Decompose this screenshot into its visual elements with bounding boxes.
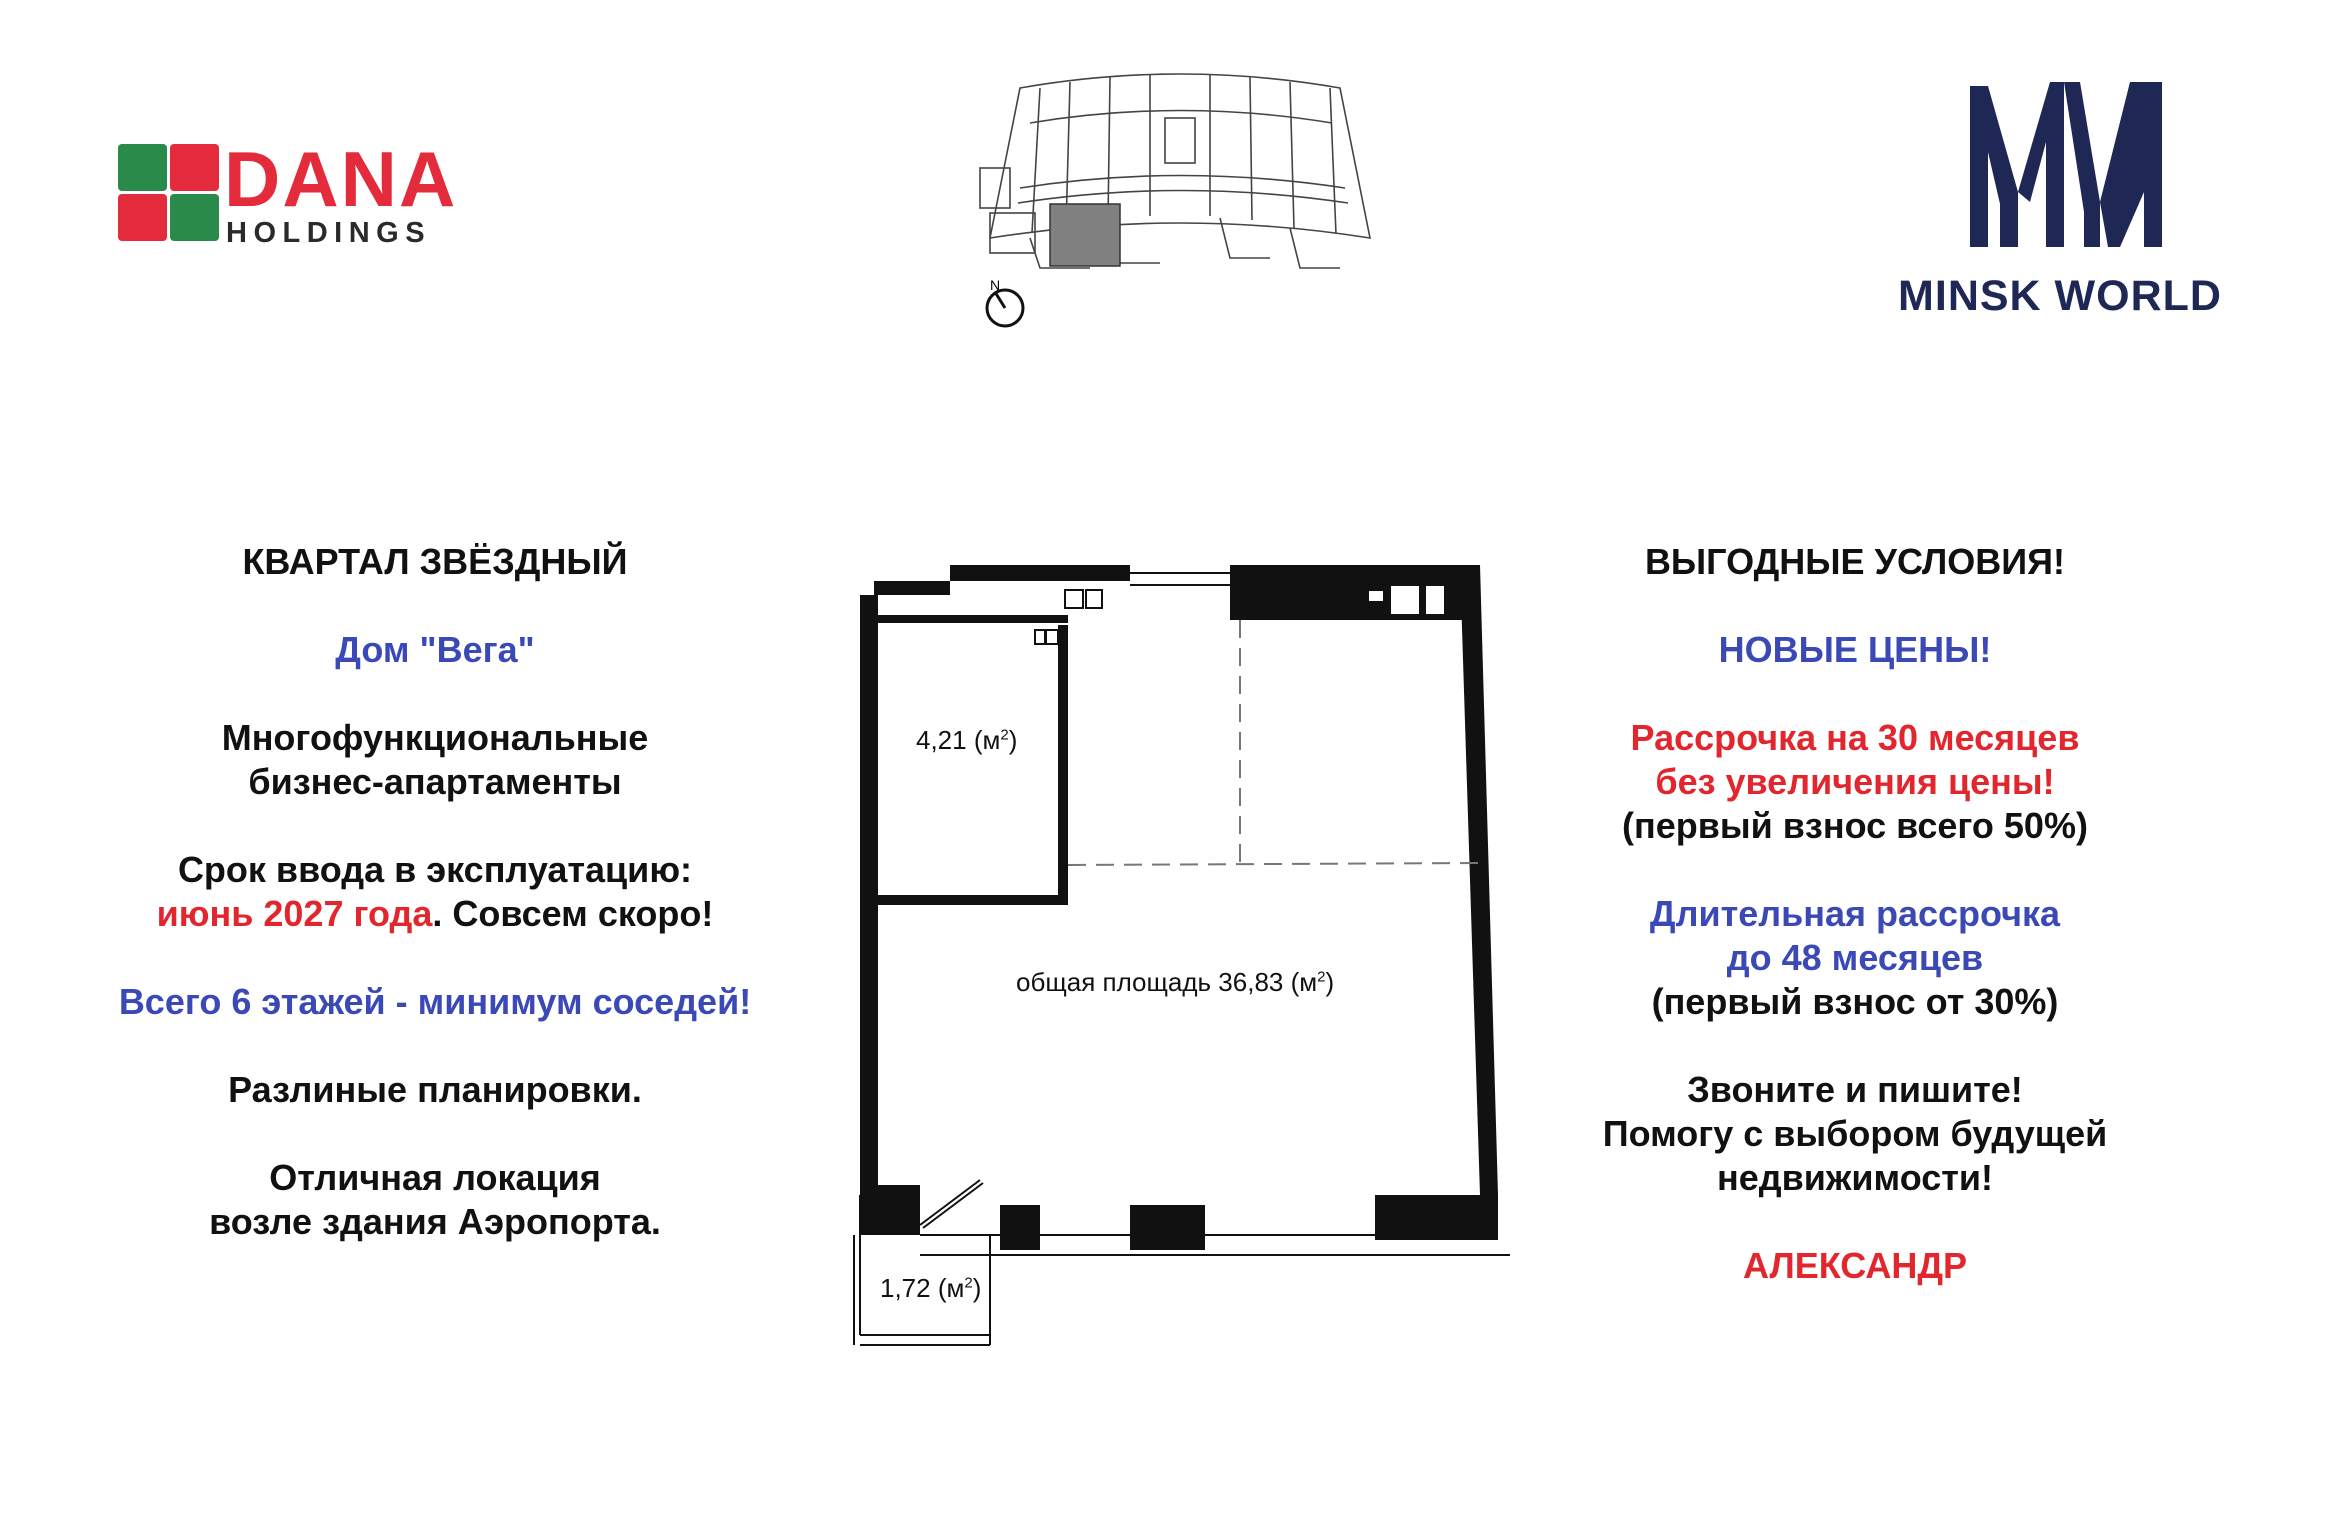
contact-line2: Помогу с выбором будущей xyxy=(1602,1113,2108,1154)
logo-minsk-world-text: MINSK WORLD xyxy=(1898,272,2222,320)
logo-square-red xyxy=(118,194,167,241)
right-info-column xyxy=(1550,540,2160,1288)
balcony-area-label: 1,72 $(м^2)$ xyxy=(880,1273,982,1303)
property-type-line2: бизнес-апартаменты xyxy=(248,761,622,802)
logo-holdings-text: HOLDINGS xyxy=(226,217,432,249)
long-installment-note: (первый взнос от 30%) xyxy=(1651,981,2059,1022)
contact-line1: Звоните и пишите! xyxy=(1687,1069,2023,1110)
north-label: N xyxy=(990,277,1001,293)
district-title: КВАРТАЛ ЗВЁЗДНЫЙ xyxy=(242,541,628,582)
mw-monogram-icon xyxy=(1880,72,2240,267)
floor-plan-drawing xyxy=(830,555,1530,1375)
logo-square-green xyxy=(170,194,219,241)
deadline-label: Срок ввода в эксплуатацию: xyxy=(177,849,693,890)
location-line1: Отличная локация xyxy=(269,1157,601,1198)
deadline-date: июнь 2027 года xyxy=(156,893,433,934)
house-name: Дом "Вега" xyxy=(335,629,535,670)
building-key-plan xyxy=(960,68,1400,338)
installment-line1: Рассрочка на 30 месяцев xyxy=(1630,717,2080,758)
logo-dana-text: DANA xyxy=(224,135,458,223)
bathroom-area-label: 4,21 $(м^2)$ xyxy=(916,725,1018,755)
logo-square-red xyxy=(170,144,219,191)
apartment-floor-plan xyxy=(830,555,1530,1375)
deadline-suffix: . Совсем скоро! xyxy=(432,893,714,934)
location-line2: возле здания Аэропорта. xyxy=(209,1201,661,1242)
installment-note: (первый взнос всего 50%) xyxy=(1622,805,2088,846)
contact-line3: недвижимости! xyxy=(1717,1157,1993,1198)
layouts-info: Разлиные планировки. xyxy=(228,1069,642,1110)
total-area-label: общая площадь 36,83 $(м^2)$ xyxy=(1016,967,1335,997)
floors-info: Всего 6 этажей - минимум соседей! xyxy=(118,981,752,1022)
deadline-line xyxy=(110,892,760,936)
logo-square-green xyxy=(118,144,167,191)
new-prices: НОВЫЕ ЦЕНЫ! xyxy=(1718,629,1992,670)
conditions-title: ВЫГОДНЫЕ УСЛОВИЯ! xyxy=(1644,541,2066,582)
long-installment-line2: до 48 месяцев xyxy=(1726,937,1984,978)
left-info-column xyxy=(110,540,760,1244)
long-installment-line1: Длительная рассрочка xyxy=(1649,893,2061,934)
agent-name: АЛЕКСАНДР xyxy=(1743,1245,1967,1286)
minsk-world-logo xyxy=(1880,72,2240,322)
property-type-line1: Многофункциональные xyxy=(221,717,649,758)
dana-holdings-logo xyxy=(118,135,488,250)
installment-line2: без увеличения цены! xyxy=(1655,761,2055,802)
